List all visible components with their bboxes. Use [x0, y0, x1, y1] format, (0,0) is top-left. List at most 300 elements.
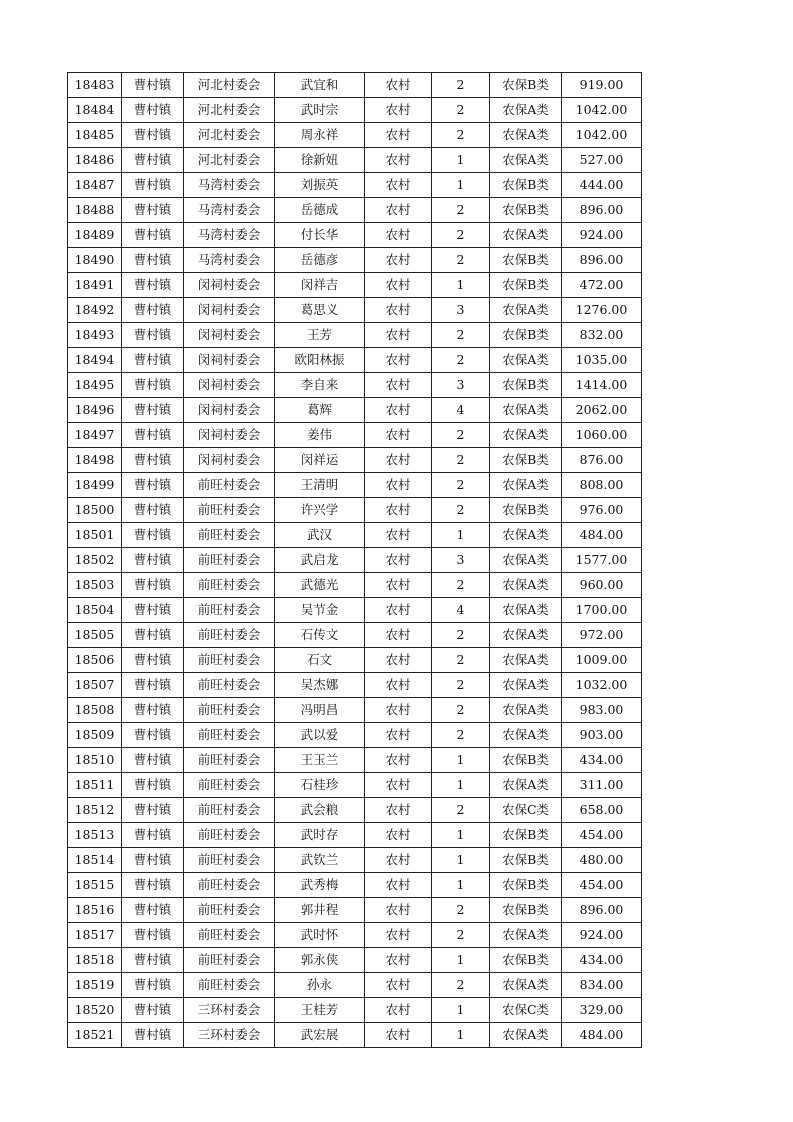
table-row: [68, 973, 642, 998]
cell-town: 曹村镇: [122, 498, 184, 523]
cell-name: 李自来: [275, 373, 365, 398]
cell-household-type: 农村: [365, 348, 432, 373]
cell-name: 岳德成: [275, 198, 365, 223]
cell-name: 武时存: [275, 823, 365, 848]
cell-village-committee: 马湾村委会: [184, 173, 275, 198]
cell-household-type: 农村: [365, 148, 432, 173]
cell-amount: 1042.00: [562, 123, 642, 148]
cell-insurance-category: 农保A类: [490, 148, 562, 173]
cell-town: 曹村镇: [122, 898, 184, 923]
cell-serial-number: 18491: [68, 273, 122, 298]
cell-amount: 896.00: [562, 898, 642, 923]
cell-village-committee: 前旺村委会: [184, 523, 275, 548]
cell-person-count: 1: [432, 748, 490, 773]
cell-insurance-category: 农保A类: [490, 698, 562, 723]
cell-village-committee: 前旺村委会: [184, 973, 275, 998]
cell-town: 曹村镇: [122, 723, 184, 748]
table-row: [68, 348, 642, 373]
cell-village-committee: 闵祠村委会: [184, 423, 275, 448]
cell-household-type: 农村: [365, 673, 432, 698]
cell-name: 姜伟: [275, 423, 365, 448]
cell-person-count: 1: [432, 173, 490, 198]
cell-insurance-category: 农保A类: [490, 348, 562, 373]
table-row: [68, 248, 642, 273]
cell-name: 武德光: [275, 573, 365, 598]
cell-serial-number: 18510: [68, 748, 122, 773]
table-row: [68, 548, 642, 573]
cell-insurance-category: 农保B类: [490, 198, 562, 223]
table-row: [68, 298, 642, 323]
cell-name: 冯明昌: [275, 698, 365, 723]
table-row: [68, 998, 642, 1023]
cell-insurance-category: 农保A类: [490, 548, 562, 573]
cell-insurance-category: 农保B类: [490, 248, 562, 273]
cell-village-committee: 闵祠村委会: [184, 298, 275, 323]
cell-insurance-category: 农保B类: [490, 173, 562, 198]
cell-town: 曹村镇: [122, 798, 184, 823]
cell-household-type: 农村: [365, 323, 432, 348]
cell-name: 王芳: [275, 323, 365, 348]
cell-amount: 1414.00: [562, 373, 642, 398]
cell-serial-number: 18507: [68, 673, 122, 698]
cell-person-count: 2: [432, 423, 490, 448]
cell-insurance-category: 农保A类: [490, 298, 562, 323]
cell-serial-number: 18503: [68, 573, 122, 598]
cell-person-count: 1: [432, 998, 490, 1023]
cell-town: 曹村镇: [122, 698, 184, 723]
cell-serial-number: 18506: [68, 648, 122, 673]
cell-serial-number: 18504: [68, 598, 122, 623]
cell-serial-number: 18518: [68, 948, 122, 973]
cell-serial-number: 18521: [68, 1023, 122, 1048]
cell-village-committee: 闵祠村委会: [184, 398, 275, 423]
cell-serial-number: 18495: [68, 373, 122, 398]
table-row: [68, 98, 642, 123]
cell-name: 武秀梅: [275, 873, 365, 898]
cell-household-type: 农村: [365, 873, 432, 898]
cell-amount: 983.00: [562, 698, 642, 723]
cell-household-type: 农村: [365, 598, 432, 623]
cell-person-count: 2: [432, 898, 490, 923]
cell-village-committee: 河北村委会: [184, 123, 275, 148]
cell-serial-number: 18496: [68, 398, 122, 423]
cell-household-type: 农村: [365, 198, 432, 223]
cell-village-committee: 三环村委会: [184, 1023, 275, 1048]
table-row: [68, 473, 642, 498]
table-row: [68, 323, 642, 348]
cell-person-count: 2: [432, 123, 490, 148]
cell-serial-number: 18494: [68, 348, 122, 373]
table-row: [68, 723, 642, 748]
cell-serial-number: 18508: [68, 698, 122, 723]
cell-amount: 832.00: [562, 323, 642, 348]
cell-household-type: 农村: [365, 773, 432, 798]
cell-town: 曹村镇: [122, 1023, 184, 1048]
cell-insurance-category: 农保A类: [490, 398, 562, 423]
cell-village-committee: 前旺村委会: [184, 498, 275, 523]
table-row: [68, 273, 642, 298]
cell-insurance-category: 农保A类: [490, 723, 562, 748]
cell-town: 曹村镇: [122, 873, 184, 898]
cell-town: 曹村镇: [122, 473, 184, 498]
table-row: [68, 573, 642, 598]
cell-name: 郭井程: [275, 898, 365, 923]
cell-insurance-category: 农保C类: [490, 798, 562, 823]
cell-name: 岳德彦: [275, 248, 365, 273]
cell-amount: 1700.00: [562, 598, 642, 623]
cell-insurance-category: 农保A类: [490, 648, 562, 673]
cell-village-committee: 闵祠村委会: [184, 373, 275, 398]
table-row: [68, 798, 642, 823]
cell-amount: 2062.00: [562, 398, 642, 423]
cell-name: 王玉兰: [275, 748, 365, 773]
cell-town: 曹村镇: [122, 323, 184, 348]
cell-village-committee: 河北村委会: [184, 98, 275, 123]
cell-name: 石传文: [275, 623, 365, 648]
cell-name: 葛辉: [275, 398, 365, 423]
table-row: [68, 448, 642, 473]
cell-person-count: 2: [432, 498, 490, 523]
cell-amount: 329.00: [562, 998, 642, 1023]
cell-town: 曹村镇: [122, 373, 184, 398]
cell-household-type: 农村: [365, 623, 432, 648]
cell-insurance-category: 农保B类: [490, 73, 562, 98]
cell-household-type: 农村: [365, 73, 432, 98]
cell-town: 曹村镇: [122, 598, 184, 623]
cell-town: 曹村镇: [122, 73, 184, 98]
cell-insurance-category: 农保B类: [490, 748, 562, 773]
cell-town: 曹村镇: [122, 348, 184, 373]
cell-household-type: 农村: [365, 898, 432, 923]
cell-household-type: 农村: [365, 473, 432, 498]
table-row: [68, 398, 642, 423]
cell-amount: 454.00: [562, 873, 642, 898]
cell-amount: 1276.00: [562, 298, 642, 323]
cell-village-committee: 前旺村委会: [184, 698, 275, 723]
data-table: [67, 72, 642, 1048]
table-row: [68, 198, 642, 223]
cell-village-committee: 前旺村委会: [184, 923, 275, 948]
cell-village-committee: 前旺村委会: [184, 748, 275, 773]
cell-town: 曹村镇: [122, 198, 184, 223]
cell-name: 欧阳林振: [275, 348, 365, 373]
cell-town: 曹村镇: [122, 623, 184, 648]
table-row: [68, 523, 642, 548]
table-row: [68, 748, 642, 773]
cell-person-count: 1: [432, 273, 490, 298]
cell-person-count: 2: [432, 923, 490, 948]
cell-town: 曹村镇: [122, 923, 184, 948]
cell-town: 曹村镇: [122, 773, 184, 798]
cell-person-count: 2: [432, 648, 490, 673]
cell-village-committee: 前旺村委会: [184, 948, 275, 973]
cell-serial-number: 18501: [68, 523, 122, 548]
cell-household-type: 农村: [365, 973, 432, 998]
cell-village-committee: 前旺村委会: [184, 473, 275, 498]
table-row: [68, 173, 642, 198]
cell-person-count: 1: [432, 823, 490, 848]
cell-name: 武时怀: [275, 923, 365, 948]
cell-person-count: 2: [432, 973, 490, 998]
cell-amount: 444.00: [562, 173, 642, 198]
cell-serial-number: 18493: [68, 323, 122, 348]
cell-name: 闵祥运: [275, 448, 365, 473]
cell-amount: 1035.00: [562, 348, 642, 373]
cell-serial-number: 18516: [68, 898, 122, 923]
cell-household-type: 农村: [365, 298, 432, 323]
cell-insurance-category: 农保B类: [490, 873, 562, 898]
cell-household-type: 农村: [365, 998, 432, 1023]
cell-town: 曹村镇: [122, 148, 184, 173]
cell-insurance-category: 农保A类: [490, 973, 562, 998]
cell-amount: 658.00: [562, 798, 642, 823]
cell-name: 武时宗: [275, 98, 365, 123]
cell-amount: 972.00: [562, 623, 642, 648]
cell-town: 曹村镇: [122, 523, 184, 548]
cell-name: 郭永侠: [275, 948, 365, 973]
cell-town: 曹村镇: [122, 273, 184, 298]
cell-amount: 454.00: [562, 823, 642, 848]
cell-town: 曹村镇: [122, 948, 184, 973]
table-row: [68, 148, 642, 173]
cell-person-count: 2: [432, 623, 490, 648]
table-row: [68, 223, 642, 248]
cell-village-committee: 前旺村委会: [184, 598, 275, 623]
cell-insurance-category: 农保B类: [490, 448, 562, 473]
cell-name: 石文: [275, 648, 365, 673]
cell-person-count: 2: [432, 248, 490, 273]
cell-town: 曹村镇: [122, 123, 184, 148]
cell-name: 石桂珍: [275, 773, 365, 798]
cell-village-committee: 前旺村委会: [184, 623, 275, 648]
table-body: [68, 73, 642, 1048]
table-row: [68, 873, 642, 898]
cell-town: 曹村镇: [122, 748, 184, 773]
cell-person-count: 1: [432, 773, 490, 798]
cell-village-committee: 河北村委会: [184, 73, 275, 98]
cell-town: 曹村镇: [122, 548, 184, 573]
cell-person-count: 2: [432, 473, 490, 498]
cell-amount: 434.00: [562, 948, 642, 973]
cell-person-count: 1: [432, 948, 490, 973]
cell-insurance-category: 农保B类: [490, 273, 562, 298]
cell-person-count: 1: [432, 1023, 490, 1048]
cell-person-count: 2: [432, 573, 490, 598]
cell-amount: 484.00: [562, 1023, 642, 1048]
table-row: [68, 373, 642, 398]
cell-household-type: 农村: [365, 373, 432, 398]
cell-amount: 924.00: [562, 923, 642, 948]
cell-household-type: 农村: [365, 798, 432, 823]
table-row: [68, 1023, 642, 1048]
cell-name: 刘振英: [275, 173, 365, 198]
cell-household-type: 农村: [365, 248, 432, 273]
cell-household-type: 农村: [365, 498, 432, 523]
cell-village-committee: 闵祠村委会: [184, 448, 275, 473]
cell-village-committee: 前旺村委会: [184, 848, 275, 873]
table-row: [68, 898, 642, 923]
cell-town: 曹村镇: [122, 398, 184, 423]
cell-serial-number: 18513: [68, 823, 122, 848]
cell-village-committee: 闵祠村委会: [184, 273, 275, 298]
cell-village-committee: 前旺村委会: [184, 898, 275, 923]
cell-amount: 924.00: [562, 223, 642, 248]
cell-person-count: 2: [432, 198, 490, 223]
cell-person-count: 2: [432, 223, 490, 248]
cell-amount: 834.00: [562, 973, 642, 998]
cell-serial-number: 18515: [68, 873, 122, 898]
cell-serial-number: 18490: [68, 248, 122, 273]
cell-person-count: 3: [432, 373, 490, 398]
cell-serial-number: 18512: [68, 798, 122, 823]
cell-household-type: 农村: [365, 698, 432, 723]
cell-town: 曹村镇: [122, 298, 184, 323]
cell-amount: 1032.00: [562, 673, 642, 698]
cell-insurance-category: 农保A类: [490, 673, 562, 698]
cell-person-count: 1: [432, 148, 490, 173]
cell-name: 吴节金: [275, 598, 365, 623]
cell-name: 武汉: [275, 523, 365, 548]
cell-serial-number: 18498: [68, 448, 122, 473]
cell-person-count: 2: [432, 323, 490, 348]
cell-household-type: 农村: [365, 98, 432, 123]
table-row: [68, 498, 642, 523]
table-row: [68, 773, 642, 798]
cell-household-type: 农村: [365, 648, 432, 673]
cell-household-type: 农村: [365, 548, 432, 573]
cell-serial-number: 18505: [68, 623, 122, 648]
cell-household-type: 农村: [365, 398, 432, 423]
cell-amount: 484.00: [562, 523, 642, 548]
cell-town: 曹村镇: [122, 848, 184, 873]
cell-name: 葛思义: [275, 298, 365, 323]
cell-amount: 311.00: [562, 773, 642, 798]
table-row: [68, 823, 642, 848]
cell-name: 吴杰娜: [275, 673, 365, 698]
cell-person-count: 2: [432, 798, 490, 823]
cell-person-count: 2: [432, 723, 490, 748]
table-row: [68, 948, 642, 973]
cell-town: 曹村镇: [122, 98, 184, 123]
cell-name: 闵祥吉: [275, 273, 365, 298]
cell-village-committee: 马湾村委会: [184, 223, 275, 248]
cell-amount: 1009.00: [562, 648, 642, 673]
cell-household-type: 农村: [365, 448, 432, 473]
table-row: [68, 73, 642, 98]
cell-village-committee: 前旺村委会: [184, 798, 275, 823]
cell-serial-number: 18489: [68, 223, 122, 248]
cell-household-type: 农村: [365, 948, 432, 973]
cell-person-count: 2: [432, 348, 490, 373]
cell-household-type: 农村: [365, 173, 432, 198]
cell-amount: 919.00: [562, 73, 642, 98]
cell-serial-number: 18517: [68, 923, 122, 948]
cell-name: 孙永: [275, 973, 365, 998]
cell-person-count: 1: [432, 848, 490, 873]
cell-serial-number: 18488: [68, 198, 122, 223]
cell-insurance-category: 农保A类: [490, 98, 562, 123]
cell-insurance-category: 农保A类: [490, 773, 562, 798]
table-row: [68, 123, 642, 148]
table-row: [68, 848, 642, 873]
table-row: [68, 648, 642, 673]
cell-village-committee: 三环村委会: [184, 998, 275, 1023]
cell-village-committee: 前旺村委会: [184, 823, 275, 848]
cell-village-committee: 前旺村委会: [184, 673, 275, 698]
cell-household-type: 农村: [365, 848, 432, 873]
cell-village-committee: 河北村委会: [184, 148, 275, 173]
cell-serial-number: 18484: [68, 98, 122, 123]
cell-name: 武宜和: [275, 73, 365, 98]
cell-town: 曹村镇: [122, 448, 184, 473]
cell-insurance-category: 农保A类: [490, 598, 562, 623]
cell-serial-number: 18500: [68, 498, 122, 523]
cell-insurance-category: 农保A类: [490, 923, 562, 948]
cell-amount: 527.00: [562, 148, 642, 173]
cell-serial-number: 18520: [68, 998, 122, 1023]
cell-amount: 1577.00: [562, 548, 642, 573]
cell-insurance-category: 农保A类: [490, 1023, 562, 1048]
cell-person-count: 2: [432, 98, 490, 123]
cell-insurance-category: 农保B类: [490, 498, 562, 523]
cell-person-count: 3: [432, 298, 490, 323]
cell-serial-number: 18485: [68, 123, 122, 148]
cell-insurance-category: 农保A类: [490, 423, 562, 448]
cell-insurance-category: 农保A类: [490, 623, 562, 648]
cell-amount: 876.00: [562, 448, 642, 473]
cell-amount: 1060.00: [562, 423, 642, 448]
cell-village-committee: 前旺村委会: [184, 648, 275, 673]
cell-serial-number: 18499: [68, 473, 122, 498]
cell-village-committee: 前旺村委会: [184, 723, 275, 748]
cell-village-committee: 闵祠村委会: [184, 348, 275, 373]
cell-serial-number: 18486: [68, 148, 122, 173]
cell-village-committee: 前旺村委会: [184, 548, 275, 573]
cell-household-type: 农村: [365, 823, 432, 848]
cell-village-committee: 闵祠村委会: [184, 323, 275, 348]
cell-amount: 434.00: [562, 748, 642, 773]
cell-amount: 896.00: [562, 248, 642, 273]
cell-insurance-category: 农保B类: [490, 898, 562, 923]
table-row: [68, 423, 642, 448]
cell-insurance-category: 农保A类: [490, 573, 562, 598]
cell-town: 曹村镇: [122, 173, 184, 198]
table-row: [68, 623, 642, 648]
cell-amount: 808.00: [562, 473, 642, 498]
cell-name: 许兴学: [275, 498, 365, 523]
cell-town: 曹村镇: [122, 223, 184, 248]
cell-household-type: 农村: [365, 273, 432, 298]
cell-person-count: 2: [432, 448, 490, 473]
cell-name: 付长华: [275, 223, 365, 248]
cell-amount: 1042.00: [562, 98, 642, 123]
table-row: [68, 698, 642, 723]
cell-insurance-category: 农保B类: [490, 948, 562, 973]
cell-village-committee: 前旺村委会: [184, 573, 275, 598]
cell-amount: 976.00: [562, 498, 642, 523]
cell-person-count: 2: [432, 698, 490, 723]
cell-town: 曹村镇: [122, 823, 184, 848]
cell-serial-number: 18483: [68, 73, 122, 98]
cell-name: 王清明: [275, 473, 365, 498]
cell-serial-number: 18511: [68, 773, 122, 798]
cell-insurance-category: 农保B类: [490, 848, 562, 873]
cell-town: 曹村镇: [122, 248, 184, 273]
cell-insurance-category: 农保B类: [490, 373, 562, 398]
cell-village-committee: 马湾村委会: [184, 248, 275, 273]
cell-serial-number: 18487: [68, 173, 122, 198]
cell-serial-number: 18519: [68, 973, 122, 998]
